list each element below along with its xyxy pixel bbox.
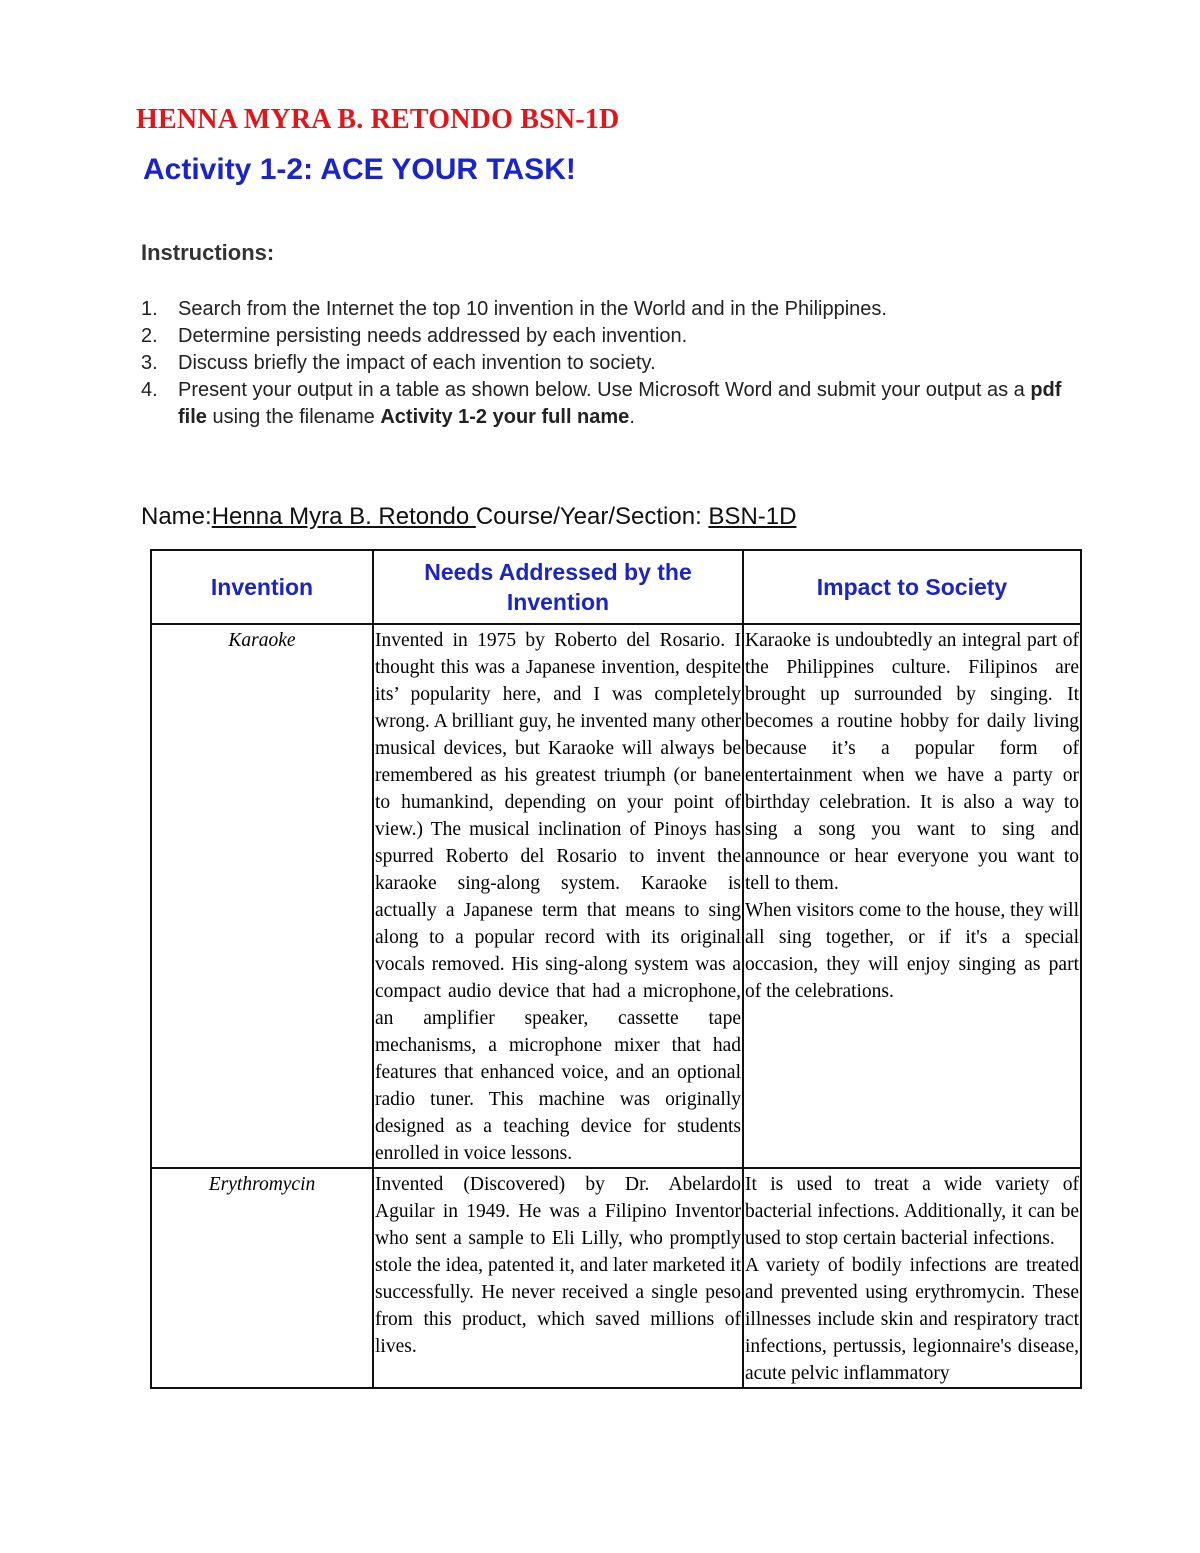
table-row	[151, 624, 1081, 1168]
invention-cell: Erythromycin	[151, 1168, 373, 1388]
instruction-text: Discuss briefly the impact of each invention to society.	[178, 352, 656, 374]
name-value: Henna Myra B. Retondo	[211, 503, 476, 530]
instruction-number: 2.	[141, 325, 158, 347]
impact-paragraph: It is used to treat a wide variety of bacterial infections. Additionally, it can be used to stop certain bacterial infections.	[745, 1174, 1079, 1249]
instruction-item	[141, 296, 1081, 323]
instruction-number: 4.	[141, 379, 158, 401]
instructions-heading: Instructions:	[141, 240, 275, 265]
header-needs: Needs Addressed by the Invention	[373, 550, 743, 624]
impact-cell	[743, 1168, 1081, 1388]
instruction-number: 1.	[141, 298, 158, 320]
header-impact: Impact to Society	[743, 550, 1081, 624]
instruction-text-mid: using the filename	[206, 406, 381, 428]
instruction-text-pre: Present your output in a table as shown below. Use Microsoft Word and submit your output as a	[178, 379, 1031, 401]
instruction-item	[141, 377, 1081, 431]
header-invention: Invention	[151, 550, 373, 624]
instruction-number: 3.	[141, 352, 158, 374]
instruction-text: Search from the Internet the top 10 invention in the World and in the Philippines.	[178, 298, 887, 320]
instruction-text-post: .	[629, 406, 635, 428]
instruction-bold-pdf: pdf file	[178, 379, 1062, 428]
instruction-item	[141, 350, 1081, 377]
instruction-text: Determine persisting needs addressed by each invention.	[178, 325, 688, 347]
instruction-item	[141, 323, 1081, 350]
impact-cell	[743, 624, 1081, 1168]
instruction-bold-filename: Activity 1-2 your full name	[380, 406, 630, 428]
name-course-line	[141, 503, 796, 531]
invention-cell: Karaoke	[151, 624, 373, 1168]
needs-cell: Invented (Discovered) by Dr. Abelardo Aguilar in 1949. He was a Filipino Inventor who sent a sample to Eli Lilly, who promptly stole the idea, patented it, and later marketed it successfully. He never received a single peso from this product, which saved millions of lives.	[373, 1168, 743, 1388]
course-value: BSN-1D	[708, 503, 797, 530]
inventions-table	[150, 549, 1082, 1389]
needs-cell: Invented in 1975 by Roberto del Rosario. I thought this was a Japanese invention, despite its’ popularity here, and I was completely wrong. A brilliant guy, he invented many other musical devices, but Karaoke will always be remembered as his greatest triumph (or bane to humankind, depending on your point of view.) The musical inclination of Pinoys has spurred Roberto del Rosario to invent the karaoke sing-along system. Karaoke is actually a Japanese term that means to sing along to a popular record with its original vocals removed. His sing-along system was a compact audio device that had a microphone, an amplifier speaker, cassette tape mechanisms, a microphone mixer that had features that enhanced voice, and an optional radio tuner. This machine was originally designed as a teaching device for students enrolled in voice lessons.	[373, 624, 743, 1168]
impact-paragraph: Karaoke is undoubtedly an integral part of the Philippines culture. Filipinos are brought up surrounded by singing. It becomes a routine hobby for daily living because it’s a popular form of entertainment when we have a party or birthday celebration. It is also a way to sing a song you want to sing and announce or hear everyone you want to tell to them.	[745, 630, 1079, 894]
table-header-row	[151, 550, 1081, 624]
author-line: HENNA MYRA B. RETONDO BSN-1D	[136, 104, 620, 135]
impact-paragraph: A variety of bodily infections are treated and prevented using erythromycin. These illnesses include skin and respiratory tract infections, pertussis, legionnaire's disease, acute pelvic inflammatory	[745, 1255, 1079, 1384]
impact-paragraph: When visitors come to the house, they will all sing together, or if it's a special occasion, they will enjoy singing as part of the celebrations.	[745, 900, 1079, 1002]
name-label: Name:	[141, 503, 212, 530]
course-label: Course/Year/Section:	[475, 503, 709, 530]
activity-title: Activity 1-2: ACE YOUR TASK!	[143, 153, 576, 186]
instructions-list	[141, 296, 1081, 431]
table-row	[151, 1168, 1081, 1388]
